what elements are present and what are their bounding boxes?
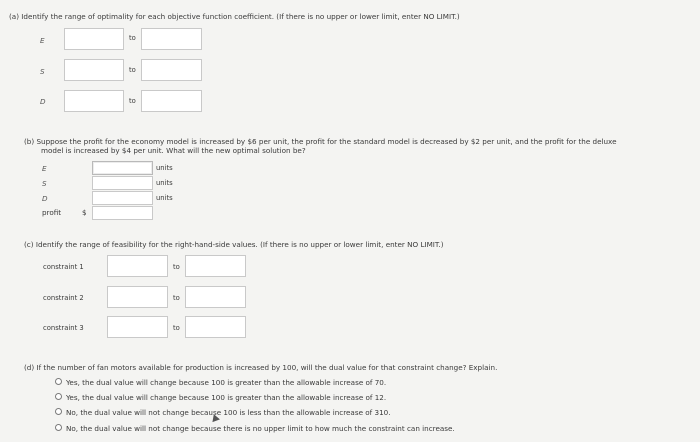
var-label-d: D: [42, 194, 48, 203]
var-label-s: S: [42, 179, 47, 188]
solution-d-input[interactable]: [92, 191, 153, 205]
option-1-radio[interactable]: [55, 378, 62, 385]
units-label: units: [156, 164, 173, 172]
to-label: to: [173, 263, 180, 271]
to-label: to: [129, 66, 136, 74]
constraint-2-upper-input[interactable]: [185, 286, 246, 308]
solution-s-input[interactable]: [92, 176, 153, 190]
to-label: to: [173, 324, 180, 332]
var-label-e: E: [40, 36, 45, 45]
range-d-upper-input[interactable]: [141, 90, 202, 112]
constraint-2-label: constraint 2: [43, 294, 84, 302]
profit-input[interactable]: [92, 206, 153, 220]
option-4-label[interactable]: No, the dual value will not change because there is no upper limit to how much the constraint can increase.: [66, 424, 455, 433]
var-label-e: E: [42, 164, 47, 173]
to-label: to: [129, 97, 136, 105]
constraint-3-lower-input[interactable]: [107, 316, 168, 338]
profit-label: profit: [42, 208, 62, 217]
range-s-upper-input[interactable]: [141, 59, 202, 81]
range-s-lower-input[interactable]: [64, 59, 124, 81]
option-3-label[interactable]: No, the dual value will not change because 100 is less than the allowable increase of 310.: [66, 408, 391, 417]
to-label: to: [129, 34, 136, 42]
constraint-2-lower-input[interactable]: [107, 286, 168, 308]
range-e-upper-input[interactable]: [141, 28, 202, 50]
part-b-question-line2: model is increased by $4 per unit. What will the new optimal solution be?: [41, 146, 306, 155]
option-2-label[interactable]: Yes, the dual value will change because 100 is greater than the allowable increase of 12.: [66, 393, 387, 402]
currency-symbol: $: [82, 208, 87, 217]
part-c-question: (c) Identify the range of feasibility for the right-hand-side values. (If there is no upper or lower limit, enter NO LIMIT.): [24, 240, 444, 249]
part-d-question: (d) If the number of fan motors available for production is increased by 100, will the dual value for that constraint change? Explain.: [24, 363, 498, 372]
solution-e-input[interactable]: [92, 161, 153, 175]
option-1-label[interactable]: Yes, the dual value will change because 100 is greater than the allowable increase of 70.: [66, 378, 387, 387]
var-label-d: D: [40, 97, 46, 106]
constraint-1-lower-input[interactable]: [107, 255, 168, 277]
option-2-radio[interactable]: [55, 393, 62, 400]
part-a-question: (a) Identify the range of optimality for each objective function coefficient. (If there is no upper or lower limit, enter NO LIMIT.): [9, 12, 460, 21]
range-e-lower-input[interactable]: [64, 28, 124, 50]
constraint-1-upper-input[interactable]: [185, 255, 246, 277]
to-label: to: [173, 294, 180, 302]
constraint-3-label: constraint 3: [43, 324, 84, 332]
option-3-radio[interactable]: [55, 408, 62, 415]
part-b-question-line1: (b) Suppose the profit for the economy model is increased by $6 per unit, the profit for the standard model is decreased by $2 per unit, and the profit for the deluxe: [24, 137, 617, 146]
range-d-lower-input[interactable]: [64, 90, 124, 112]
option-4-radio[interactable]: [55, 424, 62, 431]
var-label-s: S: [40, 67, 45, 76]
units-label: units: [156, 194, 173, 202]
units-label: units: [156, 179, 173, 187]
constraint-3-upper-input[interactable]: [185, 316, 246, 338]
constraint-1-label: constraint 1: [43, 263, 84, 271]
